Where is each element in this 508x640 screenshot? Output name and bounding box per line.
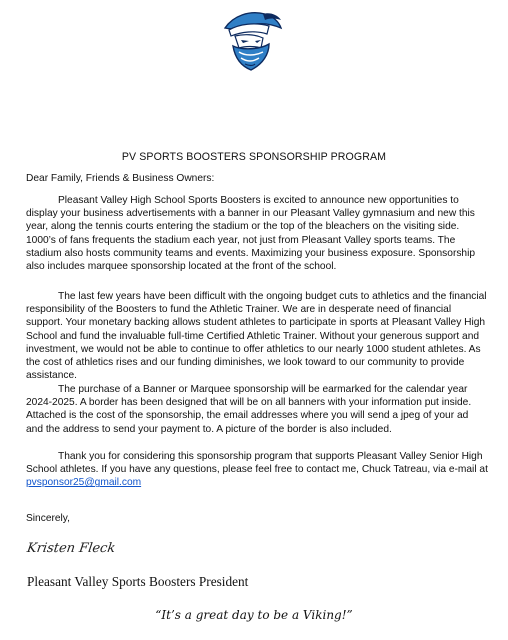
viking-logo-icon — [219, 8, 285, 74]
contact-email-link[interactable]: pvsponsor25@gmail.com — [26, 477, 142, 489]
paragraph-banner-opportunities: Pleasant Valley High School Sports Boosters is excited to announce new opportunities to display your business advertisements with a banner in our Pleasant Valley gymnasium and new this year, along the tennis courts entering the stadium or the top of the bleachers on the visiting side. 1000’s of fans frequents the stadium each year, not just from Pleasant Valley sports teams. The stadium also hosts community teams and events. Maximizing your business exposure. Sponsorship also includes marquee sponsorship located at the front of the school. — [26, 195, 476, 273]
letter-title: PV SPORTS BOOSTERS SPONSORSHIP PROGRAM — [121, 151, 387, 163]
signer-title: Pleasant Valley Sports Boosters President — [27, 574, 249, 589]
thank-you-text: Thank you for considering this sponsorship program that supports Pleasant Valley Senior High School athletes. If you have any questions, please feel free to contact me, Chuck Tatreau, via e-mail at — [26, 451, 488, 476]
closing: Sincerely, — [26, 513, 70, 524]
paragraph-budget-need: The last few years have been difficult with the ongoing budget cuts to athletics and the financial responsibility of the Boosters to fund the Athletic Trainer. We are in desperate need of financial support. Your monetary backing allows student athletes to participate in sports at Pleasant Valley High School and fund the invaluable full-time Certified Athletic Trainer. Without your generous support and investment, we would not be able to continue to offer athletics to our nearly 1000 student athletes. As the cost of athletics rises and our funding diminishes, we look toward to our community to provide assistance. — [26, 291, 487, 382]
signature: Kristen Fleck — [25, 541, 117, 556]
paragraph-sponsorship-details: The purchase of a Banner or Marquee sponsorship will be earmarked for the calendar year 2024-2025. A border has been designed that will be on all banners with your information put inside. Attached is the cost of the sponsorship, the email addresses where you will send a jpeg of your ad and the address to send your payment to. A picture of the border is also included. — [26, 384, 472, 435]
salutation: Dear Family, Friends & Business Owners: — [26, 173, 215, 184]
slogan: “It’s a great day to be a Viking!” — [155, 608, 353, 622]
paragraph-thank-you — [26, 450, 488, 490]
